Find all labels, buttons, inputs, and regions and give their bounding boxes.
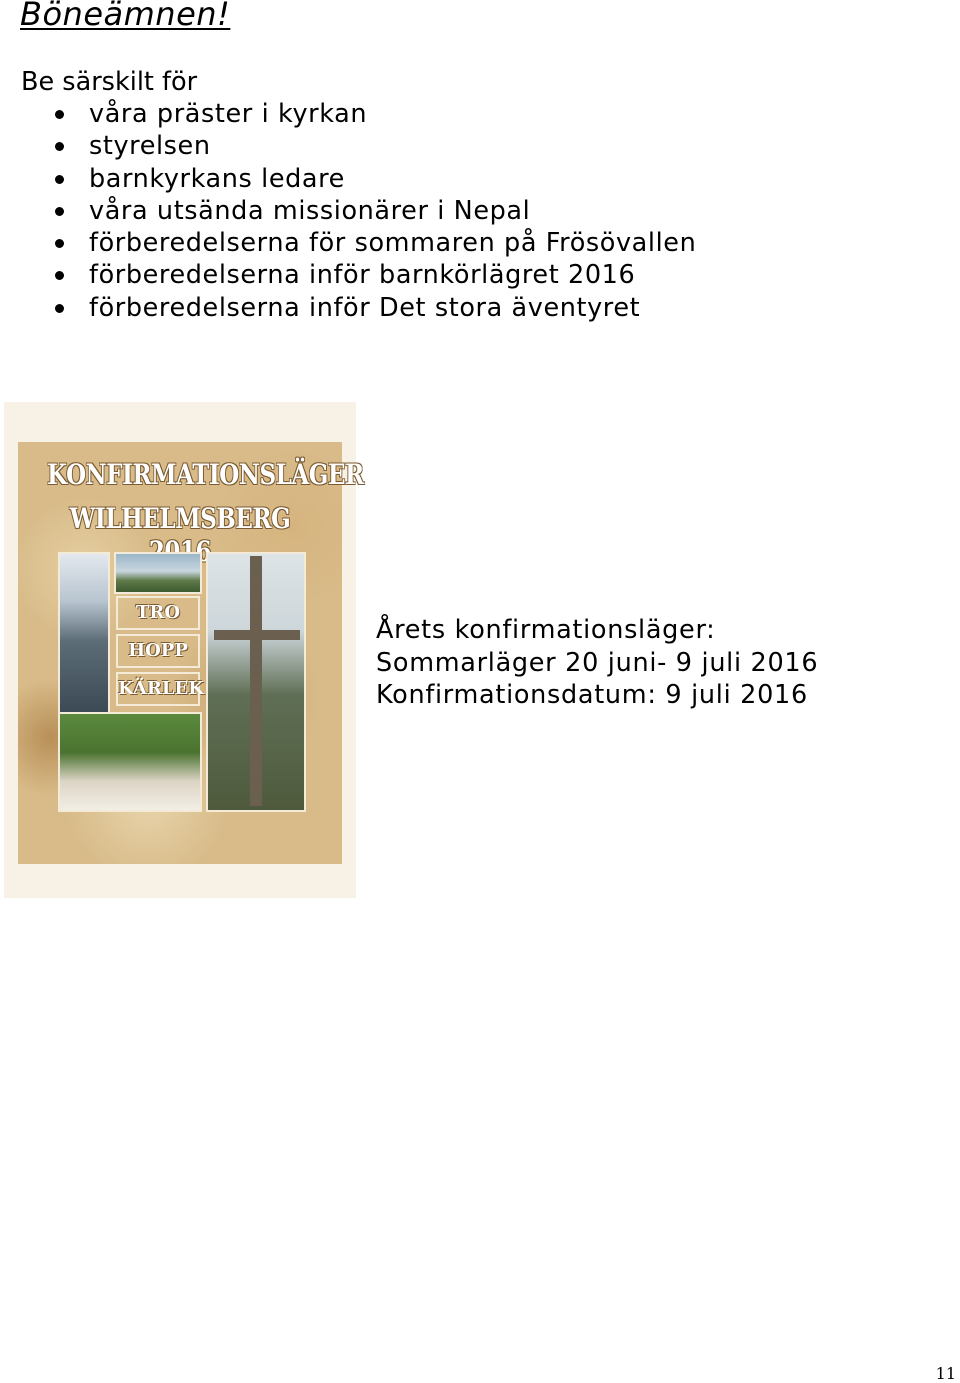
bullet-icon [55,304,64,313]
bullet-icon [55,271,64,280]
list-item-text: förberedelserna inför barnkörlägret 2016 [89,260,636,291]
list-item-text: barnkyrkans ledare [89,163,345,194]
cross-beam [214,630,300,640]
list-item-text: våra utsända missionärer i Nepal [89,195,531,226]
camp-info-line3: Konfirmationsdatum: 9 juli 2016 [376,680,808,710]
photo-jump-into-lake [58,552,110,714]
bullet-icon [55,142,64,151]
prayer-list [89,98,696,324]
list-item [89,163,696,195]
photo-confirmands [58,712,202,812]
poster-title-line2: WILHELMSBERG [69,502,291,535]
cross-icon [250,556,262,806]
poster-title-line1: KONFIRMATIONSLÄGER [47,458,364,491]
list-item [89,130,696,162]
poster-word-hope: HOPP [116,634,200,668]
camp-info-line2: Sommarläger 20 juni- 9 juli 2016 [376,647,819,678]
list-item-text: styrelsen [89,131,211,162]
page-number: 11 [935,1364,956,1383]
poster-word-love: KÄRLEK [116,672,200,706]
intro-text: Be särskilt för [21,67,198,97]
list-item [89,98,696,130]
bullet-icon [55,175,64,184]
list-item-text: våra präster i kyrkan [89,99,368,129]
list-item-text: förberedelserna inför Det stora äventyret [89,292,641,323]
camp-info-line1: Årets konfirmationsläger: [376,615,716,645]
list-item [89,259,696,291]
list-item [89,227,696,259]
bullet-icon [55,239,64,248]
page-title: Böneämnen! [20,0,231,33]
photo-hikers [114,552,202,594]
list-item-text: förberedelserna för sommaren på Frösövallen [89,228,697,259]
photo-wooden-cross [206,552,306,812]
bullet-icon [55,110,64,119]
list-item [89,292,696,324]
list-item [89,195,696,227]
confirmation-camp-poster-image [4,402,364,898]
camp-info [376,614,818,712]
bullet-icon [55,207,64,216]
poster [18,442,364,864]
poster-word-faith: TRO [116,596,200,630]
